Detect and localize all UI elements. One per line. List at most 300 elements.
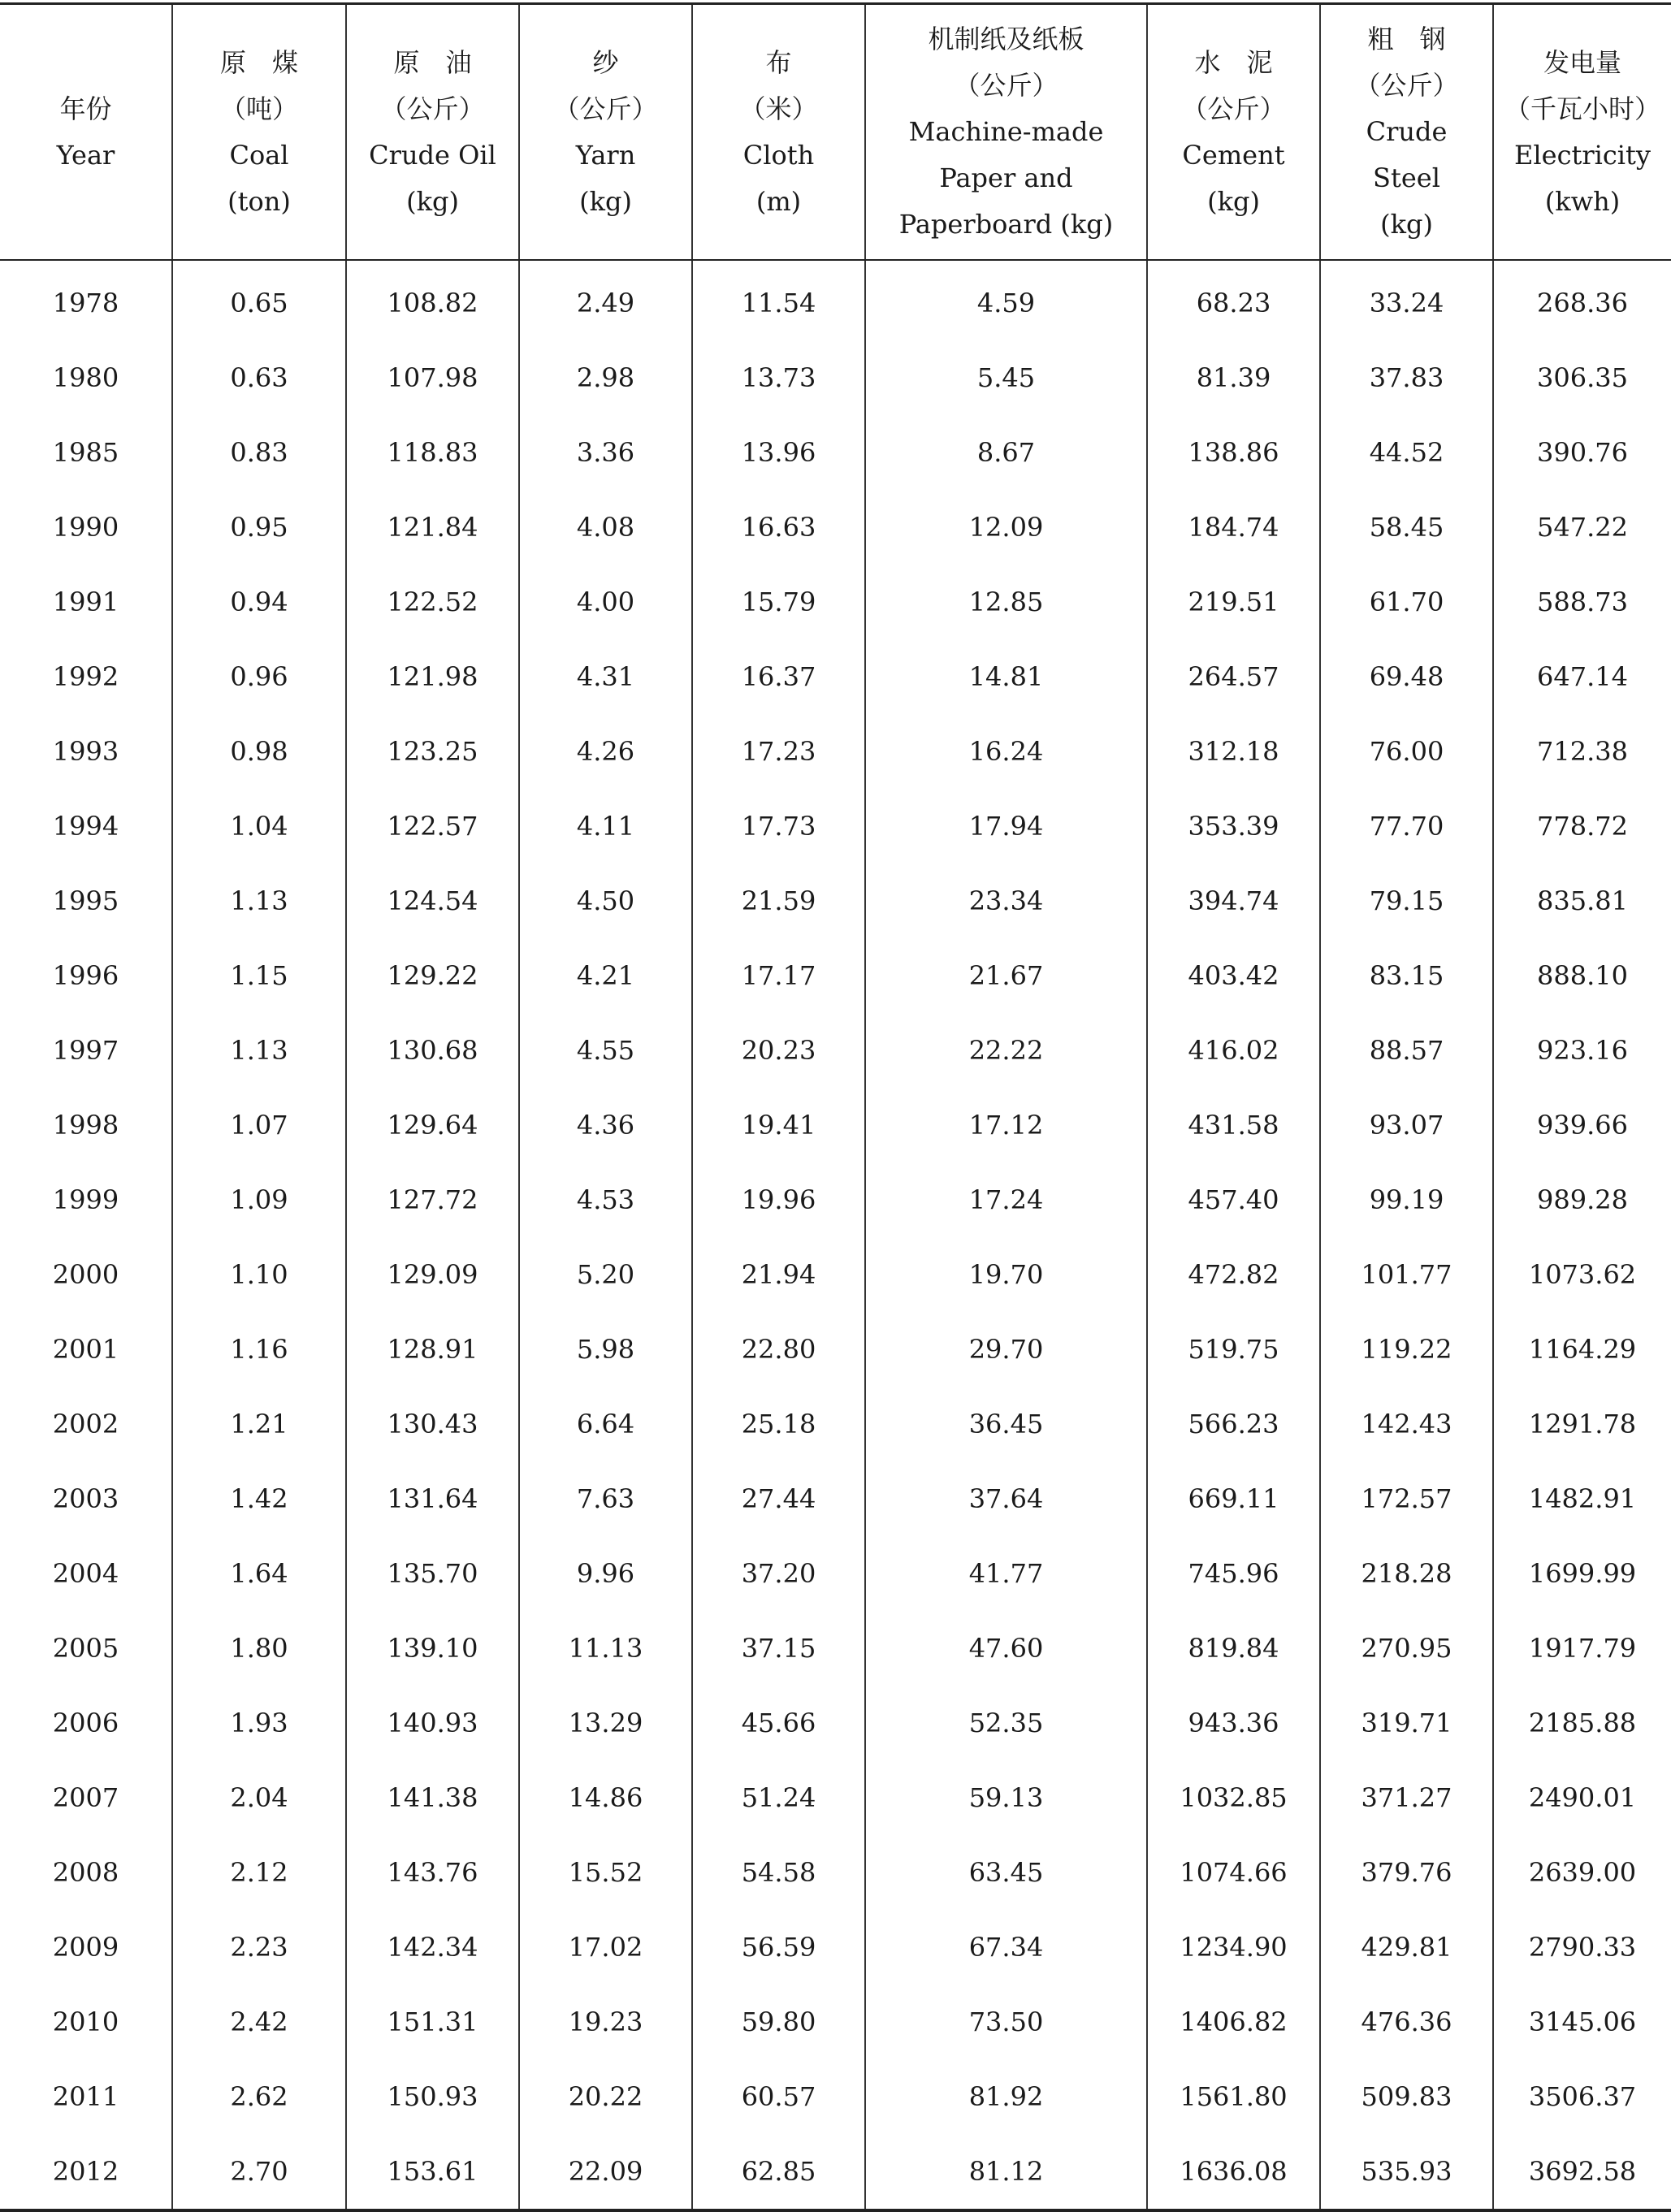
value-cell-yarn: 4.26: [519, 714, 692, 789]
value-cell-crude-oil: 107.98: [346, 340, 519, 415]
value-cell-cloth: 25.18: [692, 1387, 865, 1461]
value-cell-coal: 1.42: [172, 1461, 346, 1536]
value-cell-electricity: 1073.62: [1493, 1237, 1671, 1312]
value-cell-crude-steel: 535.93: [1320, 2134, 1493, 2210]
value-cell-electricity: 3145.06: [1493, 1985, 1671, 2059]
value-cell-electricity: 1699.99: [1493, 1536, 1671, 1611]
value-cell-yarn: 9.96: [519, 1536, 692, 1611]
value-cell-cloth: 15.79: [692, 565, 865, 639]
value-cell-paper: 17.12: [865, 1088, 1147, 1162]
value-cell-cloth: 13.96: [692, 415, 865, 490]
value-cell-coal: 0.83: [172, 415, 346, 490]
column-header-line: 机制纸及纸板: [928, 24, 1084, 54]
value-cell-electricity: 1164.29: [1493, 1312, 1671, 1387]
value-cell-paper: 52.35: [865, 1686, 1147, 1760]
value-cell-cement: 457.40: [1147, 1162, 1320, 1237]
column-header-line: (kg): [579, 185, 632, 217]
value-cell-yarn: 19.23: [519, 1985, 692, 2059]
value-cell-cloth: 19.41: [692, 1088, 865, 1162]
value-cell-electricity: 1482.91: [1493, 1461, 1671, 1536]
value-cell-coal: 2.12: [172, 1835, 346, 1910]
value-cell-electricity: 939.66: [1493, 1088, 1671, 1162]
table-row: [0, 1760, 1671, 1835]
table-row: [0, 1461, 1671, 1536]
year-cell: 1996: [52, 960, 119, 991]
value-cell-crude-steel: 218.28: [1320, 1536, 1493, 1611]
column-header-line: Cement: [1182, 139, 1285, 171]
year-cell: 1980: [52, 362, 119, 393]
year-cell: 1993: [52, 736, 119, 767]
column-header-paper: [865, 4, 1147, 261]
value-cell-crude-steel: 61.70: [1320, 565, 1493, 639]
value-cell-paper: 17.24: [865, 1162, 1147, 1237]
year-cell: 2006: [52, 1708, 119, 1738]
value-cell-crude-steel: 119.22: [1320, 1312, 1493, 1387]
value-cell-crude-steel: 379.76: [1320, 1835, 1493, 1910]
value-cell-paper: 5.45: [865, 340, 1147, 415]
value-cell-crude-steel: 509.83: [1320, 2059, 1493, 2134]
value-cell-crude-oil: 123.25: [346, 714, 519, 789]
value-cell-coal: 1.15: [172, 938, 346, 1013]
value-cell-paper: 8.67: [865, 415, 1147, 490]
value-cell-crude-oil: 118.83: [346, 415, 519, 490]
column-header-line: 水 泥: [1194, 46, 1273, 78]
value-cell-cement: 566.23: [1147, 1387, 1320, 1461]
column-header-line: 年份: [59, 93, 112, 124]
value-cell-coal: 0.65: [172, 260, 346, 340]
value-cell-crude-oil: 150.93: [346, 2059, 519, 2134]
value-cell-cloth: 56.59: [692, 1910, 865, 1985]
value-cell-crude-steel: 33.24: [1320, 260, 1493, 340]
value-cell-cement: 519.75: [1147, 1312, 1320, 1387]
value-cell-crude-oil: 130.43: [346, 1387, 519, 1461]
column-header-line: (kg): [1207, 185, 1260, 217]
value-cell-paper: 29.70: [865, 1312, 1147, 1387]
value-cell-coal: 1.13: [172, 1013, 346, 1088]
column-header-line: Paperboard (kg): [898, 209, 1114, 240]
value-cell-coal: 0.94: [172, 565, 346, 639]
column-header-line: Paper and: [939, 162, 1073, 193]
value-cell-cement: 184.74: [1147, 490, 1320, 565]
column-header-line: （公斤）: [380, 93, 485, 124]
value-cell-cement: 312.18: [1147, 714, 1320, 789]
table-row: [0, 1312, 1671, 1387]
column-header-year: [0, 4, 172, 261]
value-cell-cement: 1234.90: [1147, 1910, 1320, 1985]
column-header-line: Electricity: [1514, 139, 1651, 171]
value-cell-cement: 943.36: [1147, 1686, 1320, 1760]
year-cell: 1991: [52, 587, 119, 617]
value-cell-yarn: 15.52: [519, 1835, 692, 1910]
column-header-line: （公斤）: [954, 70, 1058, 101]
value-cell-electricity: 306.35: [1493, 340, 1671, 415]
value-cell-paper: 81.92: [865, 2059, 1147, 2134]
value-cell-crude-oil: 124.54: [346, 864, 519, 938]
value-cell-yarn: 22.09: [519, 2134, 692, 2210]
per-capita-output-table: [0, 2, 1671, 2212]
value-cell-paper: 81.12: [865, 2134, 1147, 2210]
value-cell-yarn: 6.64: [519, 1387, 692, 1461]
year-cell: 1990: [52, 512, 119, 543]
column-header-line: (kg): [406, 185, 459, 217]
column-header-line: Year: [56, 139, 115, 171]
value-cell-cement: 1406.82: [1147, 1985, 1320, 2059]
value-cell-crude-oil: 128.91: [346, 1312, 519, 1387]
year-cell: 2003: [52, 1483, 119, 1514]
value-cell-coal: 1.10: [172, 1237, 346, 1312]
value-cell-coal: 1.07: [172, 1088, 346, 1162]
value-cell-electricity: 2490.01: [1493, 1760, 1671, 1835]
column-header-line: Yarn: [575, 139, 636, 171]
value-cell-coal: 2.04: [172, 1760, 346, 1835]
column-header-line: 粗 钢: [1367, 24, 1446, 54]
value-cell-cloth: 60.57: [692, 2059, 865, 2134]
value-cell-cement: 416.02: [1147, 1013, 1320, 1088]
value-cell-coal: 1.93: [172, 1686, 346, 1760]
year-cell: 1978: [52, 288, 119, 318]
value-cell-paper: 19.70: [865, 1237, 1147, 1312]
value-cell-yarn: 4.50: [519, 864, 692, 938]
value-cell-electricity: 835.81: [1493, 864, 1671, 938]
value-cell-crude-oil: 129.64: [346, 1088, 519, 1162]
year-cell: 2012: [0, 2134, 172, 2210]
value-cell-electricity: 888.10: [1493, 938, 1671, 1013]
table-row: [0, 789, 1671, 864]
value-cell-cloth: 37.20: [692, 1536, 865, 1611]
value-cell-crude-oil: 121.98: [346, 639, 519, 714]
column-header-line: Cloth: [742, 139, 815, 171]
column-header-line: （吨）: [219, 93, 298, 124]
year-cell: 2000: [52, 1259, 119, 1290]
value-cell-cement: 819.84: [1147, 1611, 1320, 1686]
value-cell-cloth: 13.73: [692, 340, 865, 415]
year-cell: 2007: [52, 1782, 119, 1813]
value-cell-electricity: 547.22: [1493, 490, 1671, 565]
value-cell-crude-oil: 153.61: [346, 2134, 519, 2210]
column-header-line: 纱: [592, 46, 619, 78]
value-cell-cement: 81.39: [1147, 340, 1320, 415]
value-cell-crude-oil: 135.70: [346, 1536, 519, 1611]
value-cell-paper: 36.45: [865, 1387, 1147, 1461]
table-row: [0, 1088, 1671, 1162]
table-row: [0, 1237, 1671, 1312]
year-cell: 2002: [52, 1409, 119, 1439]
column-header-line: 原 煤: [219, 46, 298, 78]
table-row: [0, 639, 1671, 714]
value-cell-electricity: 923.16: [1493, 1013, 1671, 1088]
value-cell-coal: 2.23: [172, 1910, 346, 1985]
column-header-line: (m): [755, 185, 802, 217]
value-cell-cloth: 16.63: [692, 490, 865, 565]
year-cell: 2005: [52, 1633, 119, 1664]
value-cell-cement: 431.58: [1147, 1088, 1320, 1162]
value-cell-crude-steel: 37.83: [1320, 340, 1493, 415]
value-cell-cloth: 45.66: [692, 1686, 865, 1760]
table-row: [0, 1387, 1671, 1461]
table-row: [0, 1536, 1671, 1611]
year-cell: 1997: [52, 1035, 119, 1066]
year-cell: 1999: [52, 1184, 119, 1215]
value-cell-paper: 47.60: [865, 1611, 1147, 1686]
value-cell-coal: 2.62: [172, 2059, 346, 2134]
value-cell-paper: 73.50: [865, 1985, 1147, 2059]
column-header-crude-oil: [346, 4, 519, 261]
column-header-cement: [1147, 4, 1320, 261]
year-cell: 2004: [52, 1558, 119, 1589]
table-row: [0, 490, 1671, 565]
value-cell-cloth: 59.80: [692, 1985, 865, 2059]
value-cell-electricity: 268.36: [1493, 260, 1671, 340]
value-cell-crude-steel: 93.07: [1320, 1088, 1493, 1162]
value-cell-crude-oil: 143.76: [346, 1835, 519, 1910]
column-header-electricity: [1493, 4, 1671, 261]
value-cell-cloth: 22.80: [692, 1312, 865, 1387]
column-header-line: Machine-made: [908, 116, 1104, 147]
value-cell-cloth: 20.23: [692, 1013, 865, 1088]
value-cell-crude-steel: 371.27: [1320, 1760, 1493, 1835]
value-cell-yarn: 7.63: [519, 1461, 692, 1536]
value-cell-yarn: 4.21: [519, 938, 692, 1013]
year-cell: 1992: [52, 661, 119, 692]
value-cell-cloth: 27.44: [692, 1461, 865, 1536]
value-cell-coal: 1.21: [172, 1387, 346, 1461]
value-cell-cement: 745.96: [1147, 1536, 1320, 1611]
column-header-line: 原 油: [393, 46, 472, 78]
value-cell-cement: 1074.66: [1147, 1835, 1320, 1910]
value-cell-crude-steel: 476.36: [1320, 1985, 1493, 2059]
column-header-line: （公斤）: [1181, 93, 1286, 124]
table-row: [0, 1686, 1671, 1760]
value-cell-crude-oil: 108.82: [346, 260, 519, 340]
table-row: [0, 1611, 1671, 1686]
value-cell-yarn: 4.36: [519, 1088, 692, 1162]
column-header-line: （千瓦小时）: [1504, 93, 1660, 124]
value-cell-crude-oil: 130.68: [346, 1013, 519, 1088]
table-row: [0, 1835, 1671, 1910]
value-cell-cloth: 16.37: [692, 639, 865, 714]
value-cell-crude-steel: 69.48: [1320, 639, 1493, 714]
table-row: [0, 340, 1671, 415]
value-cell-yarn: 11.13: [519, 1611, 692, 1686]
value-cell-cloth: 51.24: [692, 1760, 865, 1835]
value-cell-electricity: 3692.58: [1493, 2134, 1671, 2210]
value-cell-coal: 1.04: [172, 789, 346, 864]
year-cell: 1985: [52, 437, 119, 468]
column-header-line: (ton): [227, 185, 291, 217]
year-cell: 1998: [52, 1110, 119, 1141]
year-cell: 2001: [52, 1334, 119, 1365]
value-cell-crude-oil: 151.31: [346, 1985, 519, 2059]
value-cell-crude-steel: 101.77: [1320, 1237, 1493, 1312]
value-cell-coal: 1.13: [172, 864, 346, 938]
value-cell-paper: 23.34: [865, 864, 1147, 938]
value-cell-cloth: 21.59: [692, 864, 865, 938]
value-cell-cloth: 62.85: [692, 2134, 865, 2210]
value-cell-yarn: 5.98: [519, 1312, 692, 1387]
table-row: [0, 2059, 1671, 2134]
year-cell: 1995: [52, 885, 119, 916]
value-cell-crude-steel: 172.57: [1320, 1461, 1493, 1536]
value-cell-yarn: 2.98: [519, 340, 692, 415]
value-cell-cement: 1032.85: [1147, 1760, 1320, 1835]
value-cell-crude-oil: 122.52: [346, 565, 519, 639]
value-cell-coal: 0.96: [172, 639, 346, 714]
value-cell-cement: 219.51: [1147, 565, 1320, 639]
value-cell-cement: 68.23: [1147, 260, 1320, 340]
value-cell-paper: 41.77: [865, 1536, 1147, 1611]
year-cell: 2009: [52, 1932, 119, 1963]
column-header-line: （公斤）: [553, 93, 658, 124]
column-header-line: Steel: [1373, 162, 1440, 193]
value-cell-crude-oil: 127.72: [346, 1162, 519, 1237]
table-row: [0, 1985, 1671, 2059]
value-cell-electricity: 778.72: [1493, 789, 1671, 864]
value-cell-yarn: 2.49: [519, 260, 692, 340]
value-cell-cloth: 17.17: [692, 938, 865, 1013]
table-row: [0, 415, 1671, 490]
value-cell-yarn: 14.86: [519, 1760, 692, 1835]
value-cell-crude-oil: 122.57: [346, 789, 519, 864]
value-cell-crude-steel: 58.45: [1320, 490, 1493, 565]
value-cell-paper: 22.22: [865, 1013, 1147, 1088]
value-cell-crude-oil: 131.64: [346, 1461, 519, 1536]
value-cell-coal: 1.64: [172, 1536, 346, 1611]
value-cell-paper: 4.59: [865, 260, 1147, 340]
value-cell-crude-steel: 83.15: [1320, 938, 1493, 1013]
column-header-line: (kg): [1380, 209, 1433, 240]
table-row: [0, 2134, 1671, 2210]
value-cell-cloth: 19.96: [692, 1162, 865, 1237]
column-header-yarn: [519, 4, 692, 261]
value-cell-crude-steel: 88.57: [1320, 1013, 1493, 1088]
value-cell-yarn: 4.53: [519, 1162, 692, 1237]
value-cell-crude-oil: 129.22: [346, 938, 519, 1013]
table-row: [0, 864, 1671, 938]
value-cell-yarn: 4.08: [519, 490, 692, 565]
value-cell-electricity: 1291.78: [1493, 1387, 1671, 1461]
column-header-line: Coal: [229, 139, 289, 171]
column-header-line: 发电量: [1543, 46, 1621, 78]
value-cell-coal: 1.16: [172, 1312, 346, 1387]
value-cell-paper: 63.45: [865, 1835, 1147, 1910]
value-cell-coal: 1.80: [172, 1611, 346, 1686]
value-cell-yarn: 5.20: [519, 1237, 692, 1312]
value-cell-electricity: 3506.37: [1493, 2059, 1671, 2134]
value-cell-electricity: 390.76: [1493, 415, 1671, 490]
value-cell-cement: 472.82: [1147, 1237, 1320, 1312]
value-cell-crude-oil: 121.84: [346, 490, 519, 565]
value-cell-cloth: 21.94: [692, 1237, 865, 1312]
value-cell-paper: 12.85: [865, 565, 1147, 639]
column-header-line: (kwh): [1544, 185, 1621, 217]
value-cell-electricity: 2185.88: [1493, 1686, 1671, 1760]
value-cell-coal: 0.63: [172, 340, 346, 415]
value-cell-paper: 16.24: [865, 714, 1147, 789]
value-cell-yarn: 4.11: [519, 789, 692, 864]
value-cell-yarn: 20.22: [519, 2059, 692, 2134]
value-cell-cloth: 11.54: [692, 260, 865, 340]
value-cell-cloth: 37.15: [692, 1611, 865, 1686]
value-cell-electricity: 2639.00: [1493, 1835, 1671, 1910]
value-cell-cement: 669.11: [1147, 1461, 1320, 1536]
value-cell-yarn: 13.29: [519, 1686, 692, 1760]
table-row: [0, 1162, 1671, 1237]
value-cell-crude-oil: 141.38: [346, 1760, 519, 1835]
year-cell: 2010: [52, 2006, 119, 2037]
column-header-crude-steel: [1320, 4, 1493, 261]
value-cell-yarn: 4.00: [519, 565, 692, 639]
table-row: [0, 1910, 1671, 1985]
value-cell-coal: 2.42: [172, 1985, 346, 2059]
column-header-line: Crude Oil: [369, 139, 496, 171]
value-cell-crude-steel: 79.15: [1320, 864, 1493, 938]
value-cell-paper: 37.64: [865, 1461, 1147, 1536]
table-body: [0, 260, 1671, 2210]
value-cell-yarn: 17.02: [519, 1910, 692, 1985]
value-cell-coal: 2.70: [172, 2134, 346, 2210]
value-cell-cement: 1561.80: [1147, 2059, 1320, 2134]
value-cell-paper: 21.67: [865, 938, 1147, 1013]
value-cell-cement: 403.42: [1147, 938, 1320, 1013]
value-cell-yarn: 4.31: [519, 639, 692, 714]
value-cell-coal: 0.98: [172, 714, 346, 789]
value-cell-crude-oil: 142.34: [346, 1910, 519, 1985]
value-cell-crude-steel: 319.71: [1320, 1686, 1493, 1760]
value-cell-cement: 394.74: [1147, 864, 1320, 938]
value-cell-crude-steel: 429.81: [1320, 1910, 1493, 1985]
value-cell-cement: 353.39: [1147, 789, 1320, 864]
value-cell-cement: 1636.08: [1147, 2134, 1320, 2210]
value-cell-electricity: 712.38: [1493, 714, 1671, 789]
year-cell: 2011: [52, 2081, 119, 2112]
column-header-line: （公斤）: [1354, 70, 1459, 101]
value-cell-electricity: 647.14: [1493, 639, 1671, 714]
value-cell-paper: 12.09: [865, 490, 1147, 565]
value-cell-yarn: 4.55: [519, 1013, 692, 1088]
year-cell: 2008: [52, 1857, 119, 1888]
value-cell-yarn: 3.36: [519, 415, 692, 490]
value-cell-electricity: 1917.79: [1493, 1611, 1671, 1686]
table-row: [0, 1013, 1671, 1088]
value-cell-coal: 0.95: [172, 490, 346, 565]
table-row: [0, 938, 1671, 1013]
value-cell-crude-oil: 139.10: [346, 1611, 519, 1686]
year-cell: 1994: [52, 811, 119, 842]
value-cell-crude-oil: 129.09: [346, 1237, 519, 1312]
value-cell-electricity: 989.28: [1493, 1162, 1671, 1237]
value-cell-crude-steel: 44.52: [1320, 415, 1493, 490]
column-header-cloth: [692, 4, 865, 261]
value-cell-cloth: 17.73: [692, 789, 865, 864]
value-cell-cement: 138.86: [1147, 415, 1320, 490]
column-header-line: Crude: [1366, 116, 1448, 147]
value-cell-paper: 59.13: [865, 1760, 1147, 1835]
value-cell-crude-steel: 76.00: [1320, 714, 1493, 789]
value-cell-coal: 1.09: [172, 1162, 346, 1237]
table-row: [0, 714, 1671, 789]
value-cell-crude-steel: 142.43: [1320, 1387, 1493, 1461]
value-cell-crude-steel: 99.19: [1320, 1162, 1493, 1237]
value-cell-cloth: 54.58: [692, 1835, 865, 1910]
value-cell-paper: 67.34: [865, 1910, 1147, 1985]
value-cell-crude-steel: 77.70: [1320, 789, 1493, 864]
table-row: [0, 565, 1671, 639]
value-cell-paper: 17.94: [865, 789, 1147, 864]
column-header-line: （米）: [739, 93, 818, 124]
value-cell-electricity: 588.73: [1493, 565, 1671, 639]
value-cell-crude-oil: 140.93: [346, 1686, 519, 1760]
value-cell-cloth: 17.23: [692, 714, 865, 789]
